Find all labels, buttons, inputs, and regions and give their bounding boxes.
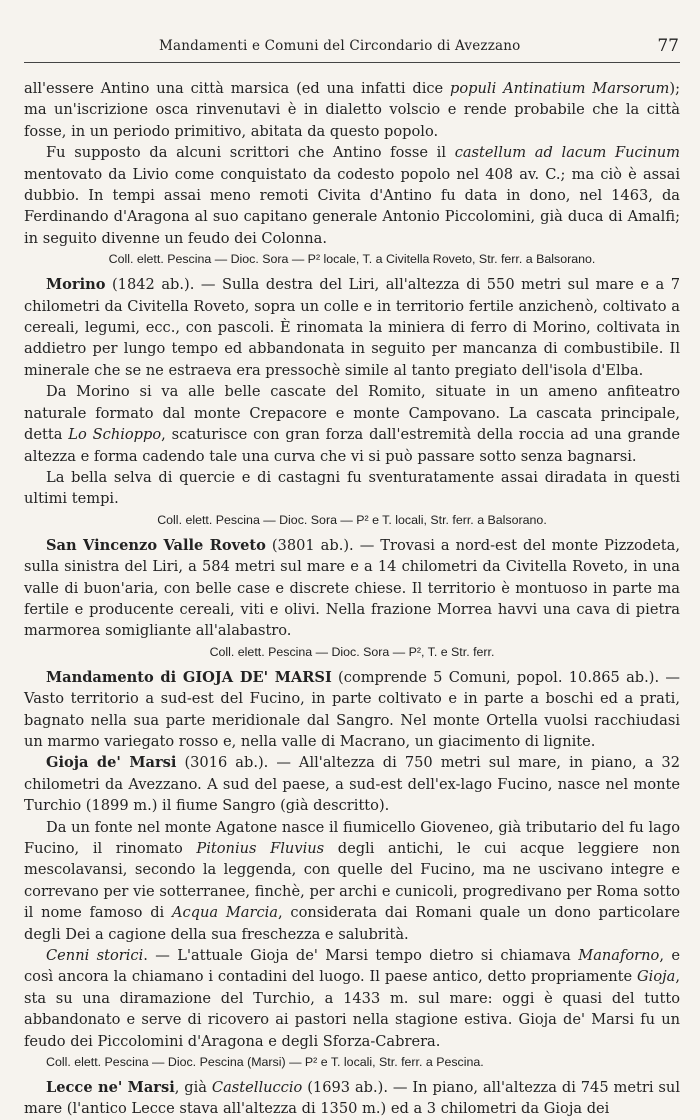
entry-gioja: Gioja de' Marsi (3016 ab.). — All'altezza di 750 metri sul mare, in piano, a 32 chilometri da Avezzano. A sud del paese, a sud-est dell'ex-lago Fucino, nasce nel monte Turchio (1899 m.) il fiume Sangro (già descritto). — [24, 754, 680, 815]
entry-san-vincenzo: San Vincenzo Valle Roveto (3801 ab.). — Trovasi a nord-est del monte Pizzodeta, sulla sinistra del Liri, a 584 metri sul mare e a 14 chilometri da Civitella Roveto, in una valle di buon'aria, con belle case e discrete chiese. Il territorio è montuoso in parte ma fertile e producente cereali, viti e olivi. Nella frazione Morrea havvi una cava di pietra marmorea somigliante all'alabastro. — [24, 536, 680, 640]
paragraph-gioja-cenni: Cenni storici. — L'attuale Gioja de' Marsi tempo dietro si chiamava Manaforno, e così ancora la chiamano i contadini del luogo. Il paese antico, detto propriamente Gioja, sta su una diramazione del Turchio, a 1433 m. sul mare: oggi è quasi del tutto abbandonato e serve di ricovero ai pastori nella stagione estiva. Gioja de' Marsi fu un feudo dei Piccolomini d'Aragona e degli Sforza-Cabrera. — [24, 947, 680, 1050]
page-body — [24, 78, 680, 1120]
paragraph-morino-cascate: Da Morino si va alle belle cascate del Romito, situate in un ameno anfiteatro naturale formato dal monte Crepacore e monte Campovano. La cascata principale, detta Lo Schioppo, scaturisce con gran forza dall'estremità della roccia ad una grande altezza e forma cadendo tale una curva che vi si può passare sotto senza bagnarsi. — [24, 383, 680, 465]
entry-heading: Morino — [46, 276, 106, 294]
footnote-antino: Coll. elett. Pescina — Dioc. Sora — P² locale, T. a Civitella Roveto, Str. ferr. a Balsorano. — [108, 252, 596, 267]
paragraph-antino-history: Fu supposto da alcuni scrittori che Antino fosse il castellum ad lacum Fucinum mentovato da Livio come conquistato da codesto popolo nel 408 av. C.; ma ciò è assai dubbio. In tempi assai meno remoti Civita d'Antino fu data in dono, nel 1463, da Ferdinando d'Aragona al suo capitano generale Antonio Piccolomini, già duca di Amalfi; in seguito divenne un feudo dei Colonna. — [24, 144, 680, 247]
paragraph-morino-selva: La bella selva di quercie e di castagni fu sventuratamente assai diradata in questi ultimi tempi. — [24, 468, 680, 508]
entry-lecce: Lecce ne' Marsi, già Castelluccio (1693 ab.). — In piano, all'altezza di 745 metri sul mare (l'antico Lecce stava all'altezza di 1350 m.) ed a 3 chilometri da Gioja dei — [24, 1079, 680, 1118]
paragraph-antino-origin: all'essere Antino una città marsica (ed una infatti dice populi Antinatium Marsorum); ma un'iscrizione osca rinvenutavi è in dialetto volscio e rende probabile che la città fosse, in un periodo primitivo, abitata da questo popolo. — [24, 80, 680, 140]
entry-heading: Lecce ne' Marsi — [46, 1079, 175, 1097]
running-header — [24, 38, 679, 60]
entry-morino: Morino (1842 ab.). — Sulla destra del Liri, all'altezza di 550 metri sul mare e a 7 chilometri da Civitella Roveto, sopra un colle e in territorio fertile anzichenò, coltivato a cereali, legumi, ecc., con pascoli. È rinomata la miniera di ferro di Morino, coltivata in addietro per lungo tempo ed abbandonata in seguito per mancanza di combustibile. Il minerale che se ne estraeva era pressochè simile al tanto pregiato dell'isola d'Elba. — [24, 276, 680, 379]
paragraph-gioja-fonte: Da un fonte nel monte Agatone nasce il fiumicello Gioveneo, già tributario del fu lago Fucino, il rinomato Pitonius Fluvius degli antichi, le cui acque leggiere non mescolavansi, secondo la leggenda, con quelle del Fucino, ma ne uscivano integre e correvano per vie sotterranee, finchè, per archi e cunicoli, progredivano per Roma sotto il nome famoso di Acqua Marcia, considerata dai Romani quale un dono particolare degli Dei a cagione della sua freschezza e salubrità. — [24, 818, 680, 943]
entry-heading: Gioja de' Marsi — [46, 754, 177, 772]
footnote-san-vincenzo: Coll. elett. Pescina — Dioc. Sora — P², T. e Str. ferr. — [209, 644, 495, 659]
entry-heading: San Vincenzo Valle Roveto — [46, 536, 266, 554]
entry-heading: Mandamento di GIOJA DE' MARSI — [46, 668, 332, 686]
footnote-gioja: Coll. elett. Pescina — Dioc. Pescina (Marsi) — P² e T. locali, Str. ferr. a Pescina. — [46, 1055, 484, 1070]
footnote-morino: Coll. elett. Pescina — Dioc. Sora — P² e T. locali, Str. ferr. a Balsorano. — [157, 512, 547, 527]
page-number: 77 — [657, 36, 679, 56]
entry-mandamento-gioja: Mandamento di GIOJA DE' MARSI (comprende 5 Comuni, popol. 10.865 ab.). — Vasto territorio a sud-est del Fucino, in parte coltivato e in parte a boschi ed a prati, bagnato nella sua parte meridionale dal Sangro. Nel monte Ortella vuolsi racchiudasi un marmo variegato rosso e, nella valle di Macrano, un giacimento di lignite. — [24, 668, 680, 750]
header-rule — [24, 62, 680, 63]
running-title: Mandamenti e Comuni del Circondario di Avezzano — [159, 38, 521, 54]
